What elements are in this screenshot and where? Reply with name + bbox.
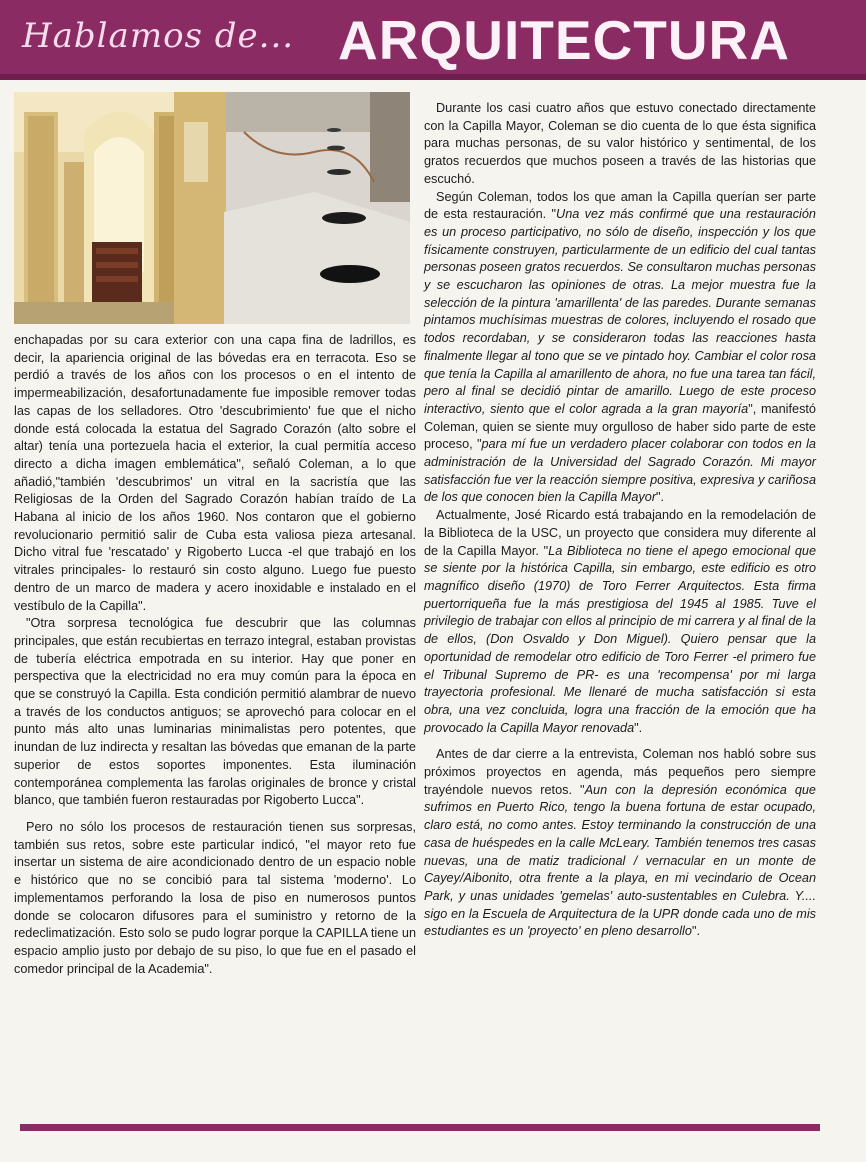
quote-run: Una vez más confirmé que una restauración es un proceso participativo, no sólo de diseño, inspección y los que físicamente construyen, particularmente de un edificio del cual tantas personas poseen gratos recuerdos. Se consultaron muchas personas y se escucharon las opiniones de otras. La mejor muestra fue la selección de la pintura 'amarillenta' de las paredes. Durante semanas pintamos muchísimas muestras de colores, incluyendo el rosado que todos recordaban, y se consideraron todas las reacciones hasta finalmente llegar al tono que se ve pintado hoy. Cambiar el color rosa que tenía la Capilla al amarillento de ahora, no fue una tarea tan fácil, pero al final se decidió pintar de amarillo. Luego de este proceso interactivo, siento que el color agrada a la gran mayoría xyxy=(424,207,816,416)
paragraph xyxy=(14,615,416,810)
header-title: ARQUITECTURA xyxy=(338,9,790,71)
paragraph xyxy=(424,189,816,508)
text-run: ", manifestó Coleman, quien se siente muy orgulloso de haber sido parte de este proceso, " xyxy=(424,401,816,452)
paragraph xyxy=(424,746,816,941)
right-column xyxy=(424,100,816,941)
quote-run: Aun con la depresión económica que sufrimos en Puerto Rico, tengo la buena fortuna de estar ocupado, claro está, no como antes. Estoy terminando la construcción de una casa de huéspedes en la calle McLeary. También tenemos tres casas nuevas, una de matiz tradicional / vernacular en un monte de Cayey/Aibonito, otra frente a la playa, en mi vecindario de Ocean Park, y unas unidades 'gemelas' auto-sustentables en Culebra. Y.... sigo en la Escuela de Arquitectura de la UPR donde cada uno de mis estudiantes es un 'proyecto' en pleno desarrollo xyxy=(424,782,816,939)
paragraph xyxy=(14,332,416,615)
header-band xyxy=(0,74,866,80)
paragraph xyxy=(424,100,816,189)
text-run: ". xyxy=(634,720,643,735)
text-run: Durante los casi cuatro años que estuvo conectado directamente con la Capilla Mayor, Coleman se dio cuenta de lo que ésta significa para muchas personas, de su valor histórico y sentimental, de los gratos recuerdos que muchos poseen a través de las historias que escuchó. xyxy=(424,101,816,186)
text-run: Según Coleman, todos los que aman la Capilla querían ser parte de esta restauración. " xyxy=(424,189,816,222)
header-prefix: Hablamos de... xyxy=(22,16,295,56)
text-run: Antes de dar cierre a la entrevista, Coleman nos habló sobre sus próximos proyectos en agenda, más pequeños pero siempre trayéndole nuevos retos. " xyxy=(424,747,816,797)
quote-run: para mí fue un verdadero placer colaborar con todos en la administración de la Universidad del Sagrado Corazón. Mi mayor satisfacción fue ver la reacción siempre positiva, expresiva y cariñosa de los que conocen bien la Capilla Mayor xyxy=(424,437,816,505)
left-column xyxy=(14,332,416,978)
text-run: enchapadas por su cara exterior con una capa fina de ladrillos, es decir, la apariencia original de las bóvedas era en terracota. Eso se perdió a través de los años con los procesos o en el intento de impermeabilización, desafortunadamente fue imposible remover todas las capas de los selladores. Otro 'descubrimiento' fue que el nicho donde está colocada la estatua del Sagrado Corazón (alto sobre el altar) tenía una portezuela hacia el exterior, la cual permitía acceso directo a dicha imagen emblemática", señaló Coleman, a lo que añadió,"también 'descubrimos' un vitral en la sacristía que las Religiosas de la Orden del Sagrado Corazón habían traído de La Habana al inicio de los años 1960. Nos contaron que el gobierno revolucionario permitió salir de Cuba esta valiosa pieza artesanal. Dicho vitral fue 'rescatado' y Rigoberto Lucca -el que trabajó en los vitrales principales- lo restauró sin costo alguno. Luego fue puesto dentro de un marco de madera y acero inoxidable e instalado en el vestíbulo de la Capilla". xyxy=(14,333,416,613)
paragraph xyxy=(14,819,416,978)
quote-run: La Biblioteca no tiene el apego emocional que se siente por la histórica Capilla, sin embargo, este edificio es otro magnífico diseño (1970) de Toro Ferrer Arquitectos. Esta firma puertorriqueña fue la más prestigiosa del 1945 al 1985. Tuve el privilegio de trabajar con ellos al principio de mi carrera y al final de la de ellos, (Don Osvaldo y Don Miguel). Quiero pensar que la oportunidad de remodelar otro edificio de Toro Ferrer -el primero fue el Tribunal Supremo de PR- es una 'recompensa' por mi larga trayectoria profesional. Me llenaré de mucha satisfacción si esta obra, una vez concluida, logra una fracción de la emoción que ha provocado la Capilla Mayor renovada xyxy=(424,543,816,735)
text-run: ". xyxy=(691,924,700,939)
chapel-interior-photo xyxy=(14,92,410,324)
text-run: Actualmente, José Ricardo está trabajando en la remodelación de la Biblioteca de la USC, un proyecto que considera muy diferente al de la Capilla Mayor. " xyxy=(424,508,816,558)
header-banner xyxy=(0,0,866,80)
text-run: Pero no sólo los procesos de restauración tienen sus sorpresas, también sus retos, sobre este particular indicó, "el mayor reto fue insertar un sistema de aire acondicionado dentro de un espacio noble e histórico que no se concibió para tal sistema 'moderno'. Lo implementamos perforando la losa de piso en numerosos puntos donde se colocaron difusores para el suministro y retorno de la redeclimatización. Esto solo se pudo lograr porque la CAPILLA tiene un espacio amplio justo por debajo de su piso, lo que fue en el pasado el comedor principal de la Academia". xyxy=(14,819,417,976)
paragraph xyxy=(424,507,816,737)
footer-bar xyxy=(20,1124,820,1131)
text-run: "Otra sorpresa tecnológica fue descubrir que las columnas principales, que están recubiertas en terrazo integral, estaban provistas de tubería eléctrica empotrada en su interior. Hay que poner en perspectiva que la electricidad no era muy común para la época en que se construyó la Capilla. Esta condición permitió alambrar de nuevo a través de los conductos antiguos; se aprovechó para colocar en el punto más alto unas luminarias minimalistas pero potentes, que inundan de luz indirecta y resaltan las bóvedas que emanan de la parte superior de estos soportes imponentes. Esta iluminación contemporánea complementa las farolas originales de bronce y cristal blanco, que también fueron restauradas por Rigoberto Lucca". xyxy=(14,616,416,808)
text-run: ". xyxy=(656,490,665,505)
